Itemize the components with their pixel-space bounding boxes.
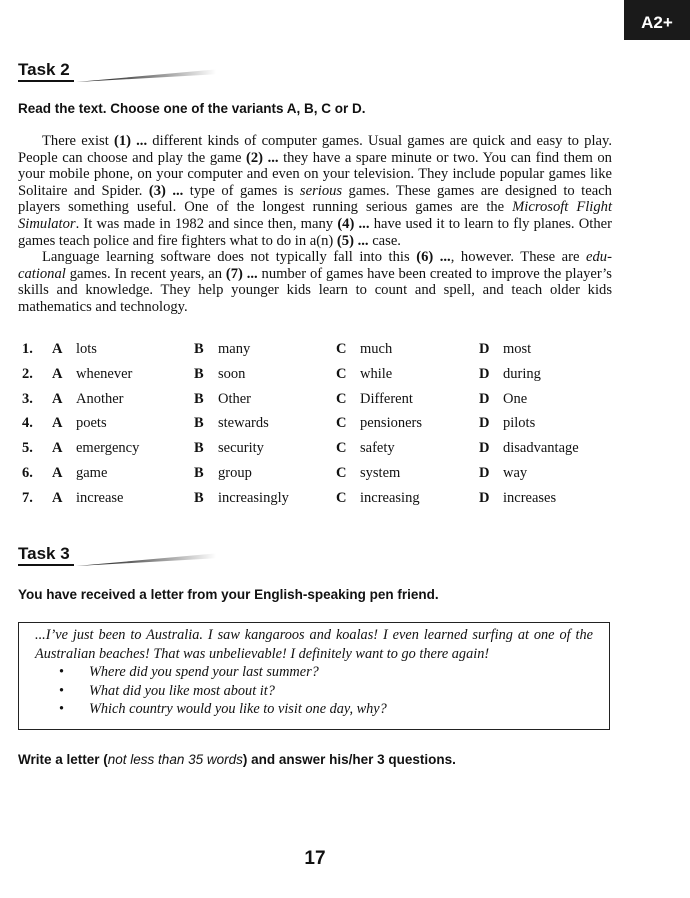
bullet-icon: • [59,682,65,699]
option-letter: C [336,415,347,432]
item-number: 7. [22,489,33,506]
bullet-icon: • [59,664,65,681]
option-row [22,486,612,511]
task3-title-underline [18,564,74,566]
letter-questions [35,663,593,719]
option-row [22,362,612,387]
option-letter: B [194,390,204,407]
option-b: increasingly [218,489,289,506]
option-d: way [503,464,528,481]
option-row [22,411,612,436]
option-b: many [218,341,251,357]
option-b: group [218,464,252,481]
option-a: increase [76,489,124,506]
option-letter: D [479,365,490,382]
task2-title: Task 2 [18,60,70,79]
option-row [22,436,612,461]
passage-paragraph-1: There exist (1) ... different kinds of computer games. Usual games are quick and easy to play. People can choose and play the game (2) ... they have a spare minute or two. You can find them on your mobile phone, on your computer and even on your television. They include popular games like Solitaire and Spider. (3) ... type of games is serious games. These games are designed to teach players something useful. One of the longest running serious games are the Microsoft Flight Simulator. It was made in 1982 and since then, many (4) ... have used it to learn to fly planes. Other games teach police and fire fighters what to do in a(n) (5) ... case. [18,133,613,249]
option-c: while [360,365,393,382]
option-letter: A [52,464,63,481]
pen-friend-letter [18,622,610,730]
word-limit: not less than 35 words [107,752,243,767]
option-letter: B [194,440,204,457]
option-letter: A [52,489,63,506]
task3-instruction: You have received a letter from your English-speaking pen friend. [18,587,439,602]
task3-title: Task 3 [18,544,70,563]
option-letter: B [194,365,204,382]
option-letter: B [194,489,204,506]
option-row [22,337,612,362]
option-d: One [503,390,528,407]
option-letter: D [479,415,490,432]
option-d: pilots [503,415,536,432]
page-number: 17 [304,848,326,869]
answer-options-table [22,337,612,511]
bullet-icon: • [59,701,65,718]
option-d: increases [503,489,557,506]
option-row [22,387,612,412]
option-b: soon [218,365,246,382]
option-a: lots [76,341,97,357]
option-row [22,461,612,486]
letter-intro: ...I’ve just been to Australia. I saw kangaroos and koalas! I even learned surfing at one of the Australian beaches! That was unbelievable! I definitely want to go there again! [35,627,593,662]
option-c: pensioners [360,415,423,432]
task2-instruction: Read the text. Choose one of the variants A, B, C or D. [18,101,366,116]
option-d: most [503,341,532,357]
option-letter: B [194,415,204,432]
task3-header [18,544,218,574]
option-d: during [503,365,541,382]
option-c: increasing [360,489,420,506]
option-a: emergency [76,440,140,457]
passage-paragraph-2: Language learning software does not typically fall into this (6) ..., however. These are educational games. In recent years, an (7) ... number of games have been created to improve the player’s skills and knowledge. They help younger kids learn to count and spell, and teach older kids mathematics and technology. [18,249,612,315]
task3-write-instruction: Write a letter (not less than 35 words) and answer his/her 3 questions. [18,752,456,767]
option-letter: B [194,341,204,357]
option-letter: A [52,365,63,382]
option-letter: C [336,365,347,382]
item-number: 3. [22,390,33,407]
option-letter: D [479,341,490,357]
option-letter: C [336,341,347,357]
letter-question: • What did you like most about it? [59,682,275,699]
task3-decorative-wedge [76,552,216,566]
option-letter: A [52,341,63,357]
task2-decorative-wedge [76,68,216,82]
letter-question: • Which country would you like to visit one day, why? [59,701,387,718]
letter-question: • Where did you spend your last summer? [59,664,319,681]
option-c: much [360,341,393,357]
option-a: poets [76,415,107,432]
item-number: 6. [22,464,33,481]
option-letter: A [52,390,63,407]
option-b: stewards [218,415,269,432]
option-letter: A [52,440,63,457]
level-badge: A2+ [624,0,690,40]
item-number: 5. [22,440,33,457]
option-d: disadvantage [503,440,579,457]
option-a: game [76,464,108,481]
task2-title-underline [18,80,74,82]
option-a: whenever [76,365,133,382]
option-letter: D [479,489,490,506]
item-number: 2. [22,365,33,382]
option-c: Different [360,390,413,407]
option-letter: C [336,489,347,506]
task2-passage [18,133,612,316]
option-letter: C [336,390,347,407]
option-b: security [218,440,264,457]
option-letter: D [479,440,490,457]
task2-header [18,60,218,90]
option-letter: C [336,440,347,457]
option-a: Another [76,390,124,407]
option-letter: D [479,464,490,481]
option-letter: B [194,464,204,481]
option-c: system [360,464,401,481]
option-letter: D [479,390,490,407]
option-letter: A [52,415,63,432]
option-c: safety [360,440,395,457]
option-letter: C [336,464,347,481]
item-number: 1. [22,341,33,357]
item-number: 4. [22,415,33,432]
option-b: Other [218,390,252,407]
